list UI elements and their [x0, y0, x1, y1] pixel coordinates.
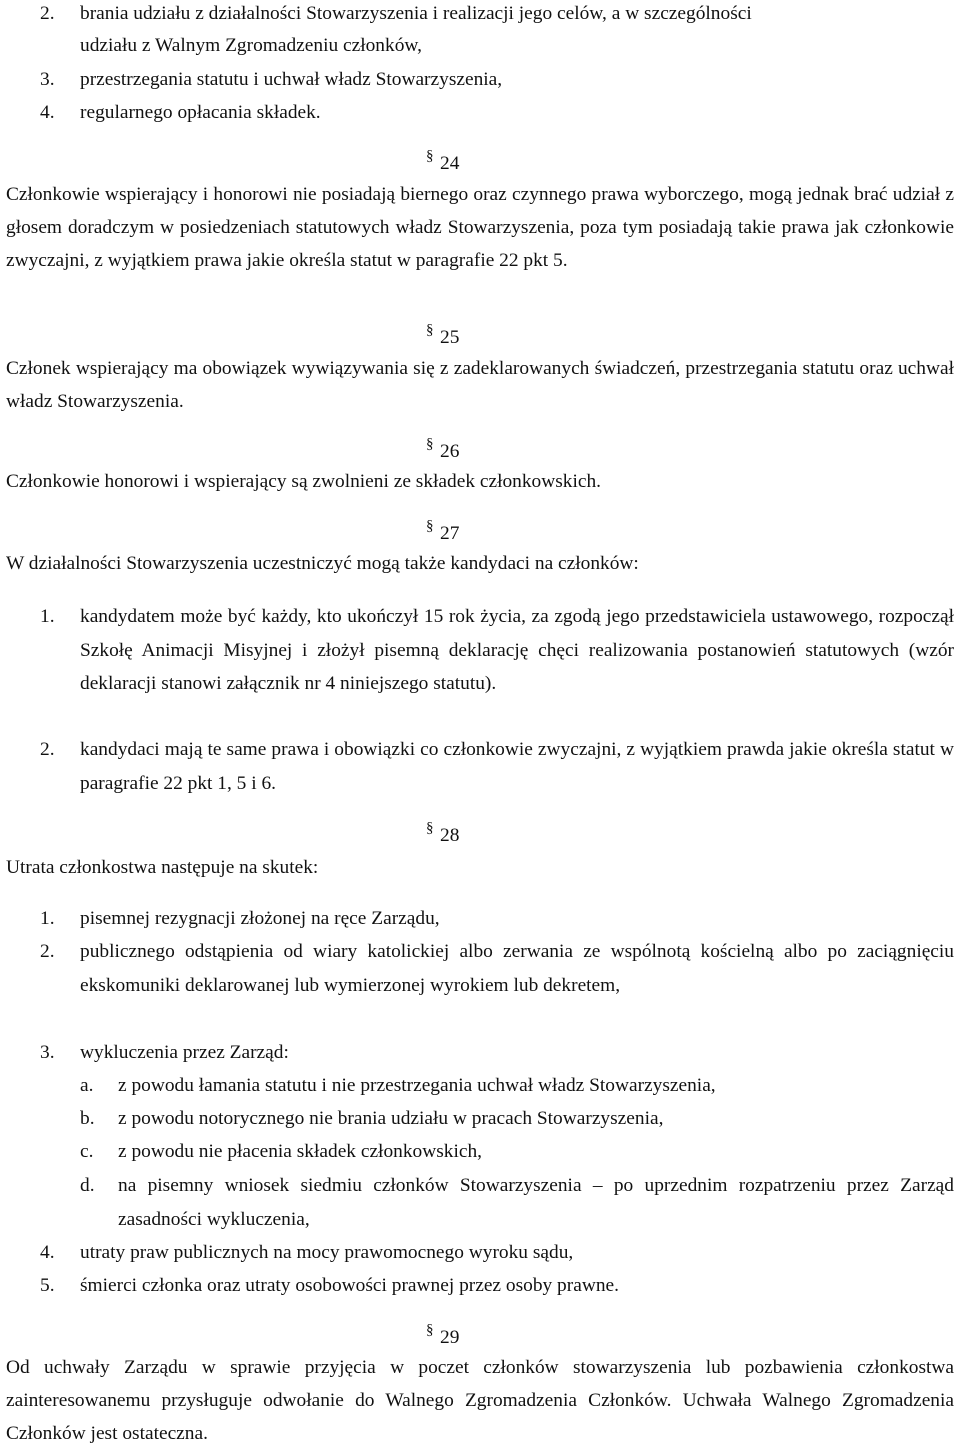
sublist-letter: c. [80, 1141, 94, 1162]
list-number: 3. [40, 69, 55, 90]
section-heading-25: § 25 [440, 326, 459, 350]
list-item-text: udziału z Walnym Zgromadzeniu członków, [80, 35, 422, 56]
section-sign: § [426, 322, 434, 338]
section-heading-26: § 26 [440, 440, 459, 464]
section-29-paragraph: Od uchwały Zarządu w sprawie przyjęcia w poczet członków stowarzyszenia lub pozbawienia członkostwa zainteresowanemu przysługuje odwołanie do Walnego Zgromadzenia Członków. Uchwała Walnego Zgromadzenia Członków jest ostateczna. [6, 1357, 954, 1444]
list-item-text: kandydaci mają te same prawa i obowiązki co członkowie zwyczajni, z wyjątkiem prawda jakie określa statut w paragrafie 22 pkt 1, 5 i 6. [80, 739, 954, 794]
section-sign: § [426, 436, 434, 452]
sublist-item-text: z powodu nie płacenia składek członkowskich, [118, 1141, 483, 1162]
list-item-text: wykluczenia przez Zarząd: [80, 1042, 289, 1063]
section-25-paragraph: Członek wspierający ma obowiązek wywiązywania się z zadeklarowanych świadczeń, przestrzegania statutu oraz uchwał władz Stowarzyszenia. [6, 358, 954, 412]
list-item-text: śmierci członka oraz utraty osobowości prawnej przez osoby prawne. [80, 1275, 619, 1296]
section-26-paragraph: Członkowie honorowi i wspierający są zwolnieni ze składek członkowskich. [6, 471, 602, 492]
list-number: 2. [40, 739, 55, 760]
list-item-text: przestrzegania statutu i uchwał władz Stowarzyszenia, [80, 69, 503, 90]
section-sign: § [426, 820, 434, 836]
section-sign: § [426, 518, 434, 534]
sublist-letter: b. [80, 1108, 95, 1129]
list-item-text: pisemnej rezygnacji złożonej na ręce Zarządu, [80, 908, 440, 929]
sublist-letter: a. [80, 1075, 94, 1096]
section-heading-24: § 24 [440, 152, 459, 176]
section-heading-28: § 28 [440, 824, 459, 848]
list-number: 1. [40, 908, 55, 929]
sublist-item-text: na pisemny wniosek siedmiu członków Stowarzyszenia – po uprzednim rozpatrzeniu przez Zarząd zasadności wykluczenia, [118, 1175, 954, 1230]
list-number: 5. [40, 1275, 55, 1296]
list-item-text: publicznego odstąpienia od wiary katolickiej albo zerwania ze wspólnotą kościelną albo po zaciągnięciu ekskomuniki deklarowanej lub wymierzonej wyrokiem lub dekretem, [80, 941, 954, 996]
section-sign: § [426, 148, 434, 164]
sublist-letter: d. [80, 1175, 95, 1196]
list-item-text: brania udziału z działalności Stowarzyszenia i realizacji jego celów, a w szczególności [80, 3, 752, 24]
list-number: 4. [40, 1242, 55, 1263]
list-number: 4. [40, 102, 55, 123]
list-item-text: utraty praw publicznych na mocy prawomocnego wyroku sądu, [80, 1242, 574, 1263]
list-number: 3. [40, 1042, 55, 1063]
list-item-text: regularnego opłacania składek. [80, 102, 321, 123]
list-number: 2. [40, 941, 55, 962]
list-number: 1. [40, 606, 55, 627]
sublist-item-text: z powodu łamania statutu i nie przestrzegania uchwał władz Stowarzyszenia, [118, 1075, 716, 1096]
section-heading-27: § 27 [440, 522, 459, 546]
list-item-text: kandydatem może być każdy, kto ukończył 15 rok życia, za zgodą jego przedstawiciela ustawowego, rozpoczął Szkołę Animacji Misyjnej i złożył pisemną deklarację chęci realizowania postanowień statutowych (wzór deklaracji stanowi załącznik nr 4 niniejszego statutu). [80, 606, 954, 694]
section-27-intro: W działalności Stowarzyszenia uczestniczyć mogą także kandydaci na członków: [6, 553, 639, 574]
list-number: 2. [40, 3, 55, 24]
section-28-intro: Utrata członkostwa następuje na skutek: [6, 857, 319, 878]
section-sign: § [426, 1322, 434, 1338]
section-24-paragraph: Członkowie wspierający i honorowi nie posiadają biernego oraz czynnego prawa wyborczego, mogą jednak brać udział z głosem doradczym w posiedzeniach statutowych władz Stowarzyszenia, poza tym posiadają takie prawa jak członkowie zwyczajni, z wyjątkiem prawa jakie określa statut w paragrafie 22 pkt 5. [6, 184, 954, 271]
section-heading-29: § 29 [440, 1326, 459, 1350]
sublist-item-text: z powodu notorycznego nie brania udziału w pracach Stowarzyszenia, [118, 1108, 664, 1129]
